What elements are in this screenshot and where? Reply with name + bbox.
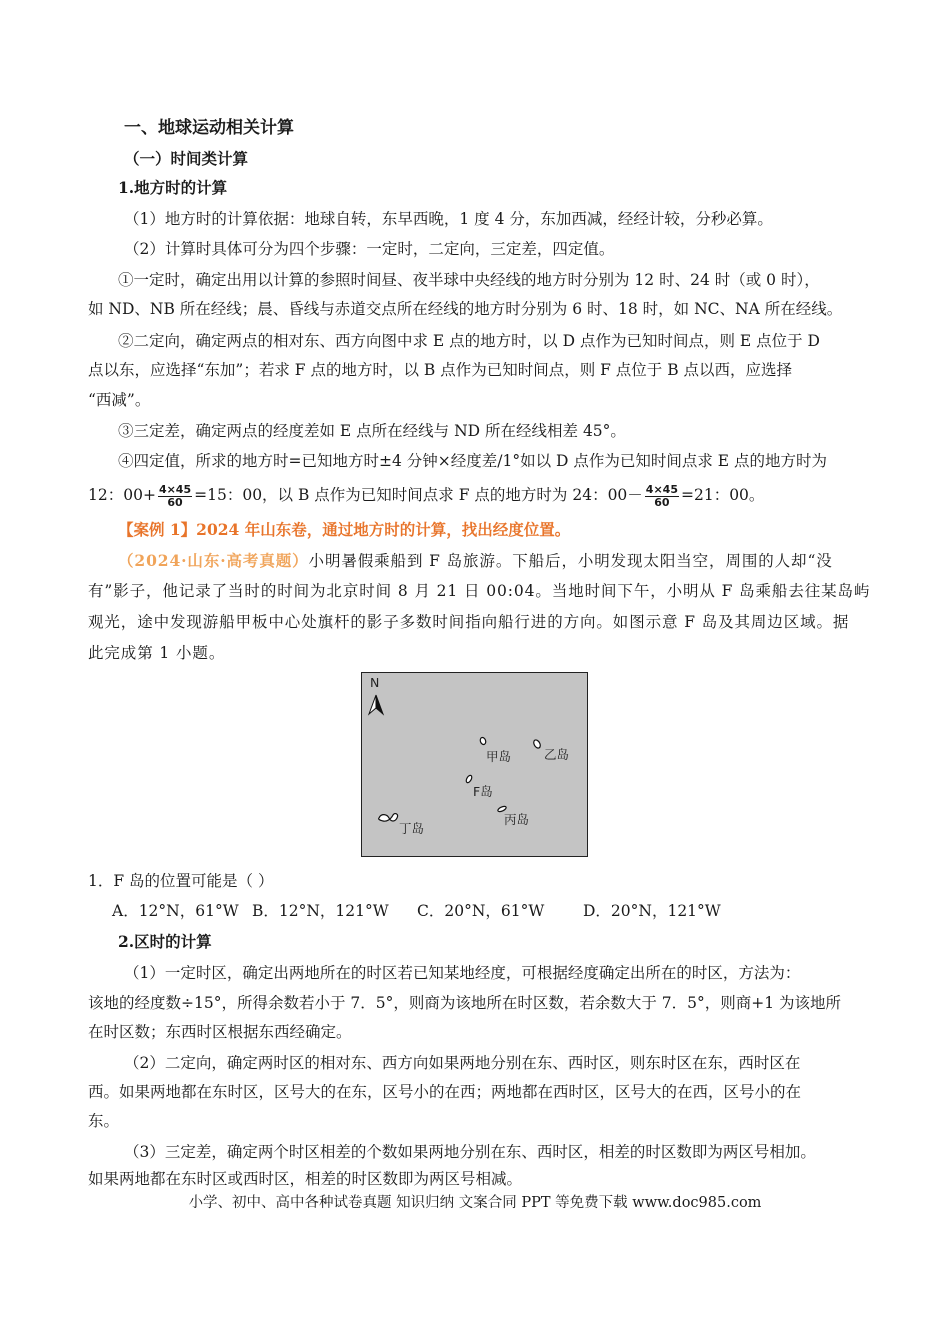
- island-jia-shape: [479, 737, 486, 746]
- topic2-paragraph-3-line-2: 如果两地都在东时区或西时区，相差的时区数即为两区号相减。: [88, 1170, 523, 1188]
- island-map: [361, 672, 588, 857]
- topic1-paragraph-2: （2）计算时具体可分为四个步骤：一定时，二定向，三定差，四定值。: [124, 240, 615, 258]
- topic2-paragraph-3-line-1: （3）三定差，确定两个时区相差的个数如果两地分别在东、西时区，相差的时区数即为两区号相加。: [124, 1143, 816, 1161]
- north-arrow-icon: [369, 695, 383, 714]
- island-bing-label: 丙岛: [504, 812, 530, 827]
- topic1-paragraph-3-line-2: 如 ND、NB 所在经线；晨、昏线与赤道交点所在经线的地方时分别为 6 时、18 时，如 NC、NA 所在经线。: [88, 300, 843, 318]
- island-f-shape: [465, 774, 473, 783]
- island-f-label: F岛: [473, 784, 493, 799]
- topic2-paragraph-1-line-3: 在时区数；东西时区根据东西经确定。: [88, 1023, 352, 1041]
- topic1-paragraph-4-line-1: ②二定向，确定两点的相对东、西方向图中求 E 点的地方时，以 D 点作为已知时间点，则 E 点位于 D: [118, 332, 820, 350]
- section-title: 一、地球运动相关计算: [124, 118, 294, 138]
- fraction-2-denominator: 60: [654, 495, 670, 509]
- island-ding-shape: [379, 814, 398, 822]
- north-label: N: [370, 675, 380, 690]
- question1-stem: 1．F 岛的位置可能是（ ）: [88, 872, 274, 890]
- topic2-paragraph-2-line-1: （2）二定向，确定两时区的相对东、西方向如果两地分别在东、西时区，则东时区在东，西时区在: [124, 1054, 801, 1072]
- formula-part-a: 12：00+: [88, 486, 156, 504]
- topic2-paragraph-1-line-2: 该地的经度数÷15°，所得余数若小于 7．5°，则商为该地所在时区数，若余数大于 7．5°，则商+1 为该地所: [88, 994, 842, 1012]
- case1-source: （2024·山东·高考真题）: [118, 551, 309, 570]
- topic1-paragraph-4-line-3: “西减”。: [88, 391, 151, 409]
- question1-option-c: C．20°N，61°W: [417, 902, 545, 920]
- topic1-paragraph-1: （1）地方时的计算依据：地球自转，东早西晚，1 度 4 分，东加西减，经经计较，分秒必算。: [124, 210, 773, 228]
- topic1-paragraph-3-line-1: ①一定时，确定出用以计算的参照时间昼、夜半球中央经线的地方时分别为 12 时、24 时（或 0 时），: [118, 271, 820, 289]
- subsection-title: （一）时间类计算: [124, 149, 249, 168]
- fraction-1-denominator: 60: [167, 495, 183, 509]
- case1-title: 【案例 1】2024 年山东卷，通过地方时的计算，找出经度位置。: [118, 520, 571, 539]
- case1-line-4: 此完成第 1 小题。: [88, 644, 226, 662]
- page-footer: 小学、初中、高中各种试卷真题 知识归纳 文案合同 PPT 等免费下载 www.doc985.com: [188, 1195, 762, 1211]
- fraction-1: [158, 484, 192, 509]
- question1-option-d: D．20°N，121°W: [583, 902, 721, 920]
- topic2-heading: 2.区时的计算: [118, 932, 212, 951]
- formula-part-b: =15：00，以 B 点作为已知时间点求 F 点的地方时为 24：00－: [194, 486, 643, 504]
- island-jia-label: 甲岛: [486, 749, 512, 764]
- island-map-graphic: [362, 673, 586, 855]
- topic1-paragraph-4-line-2: 点以东，应选择“东加”；若求 F 点的地方时，以 B 点作为已知时间点，则 F 点位于 B 点以西，应选择: [88, 361, 793, 379]
- case1-line-3: 观光，途中发现游船甲板中心处旗杆的影子多数时间指向船行进的方向。如图示意 F 岛及其周边区域。据: [88, 613, 850, 631]
- topic1-paragraph-5: ③三定差，确定两点的经度差如 E 点所在经线与 ND 所在经线相差 45°。: [118, 422, 626, 440]
- fraction-2-numerator: 4×45: [645, 482, 678, 496]
- question1-option-a: A．12°N，61°W: [112, 902, 239, 920]
- island-yi-shape: [532, 739, 541, 749]
- topic2-paragraph-2-line-2: 西。如果两地都在东时区，区号大的在东，区号小的在西；两地都在西时区，区号大的在西，区号小的在: [88, 1083, 802, 1101]
- topic1-heading: 1.地方时的计算: [118, 178, 228, 197]
- fraction-2: [645, 484, 679, 509]
- topic2-paragraph-2-line-3: 东。: [88, 1112, 120, 1130]
- island-ding-label: 丁岛: [399, 821, 425, 836]
- fraction-1-numerator: 4×45: [158, 482, 192, 496]
- case1-line-1: [118, 550, 833, 572]
- topic2-paragraph-1-line-1: （1）一定时区，确定出两地所在的时区若已知某地经度，可根据经度确定出所在的时区，方法为：: [124, 964, 801, 982]
- case1-line-1-rest: 小明暑假乘船到 F 岛旅游。下船后，小明发现太阳当空，周围的人却“没: [308, 552, 833, 570]
- case1-line-2: 有”影子，他记录了当时的时间为北京时间 8 月 21 日 00:04。当地时间下午，小明从 F 岛乘船去往某岛屿: [88, 582, 871, 600]
- topic1-paragraph-6-line-2: [88, 481, 764, 509]
- question1-option-b: B．12°N，121°W: [252, 902, 389, 920]
- island-yi-label: 乙岛: [544, 747, 570, 762]
- topic1-paragraph-6-line-1: ④四定值，所求的地方时=已知地方时±4 分钟×经度差/1°如以 D 点作为已知时间点求 E 点的地方时为: [118, 452, 828, 470]
- formula-part-c: =21：00。: [680, 486, 765, 504]
